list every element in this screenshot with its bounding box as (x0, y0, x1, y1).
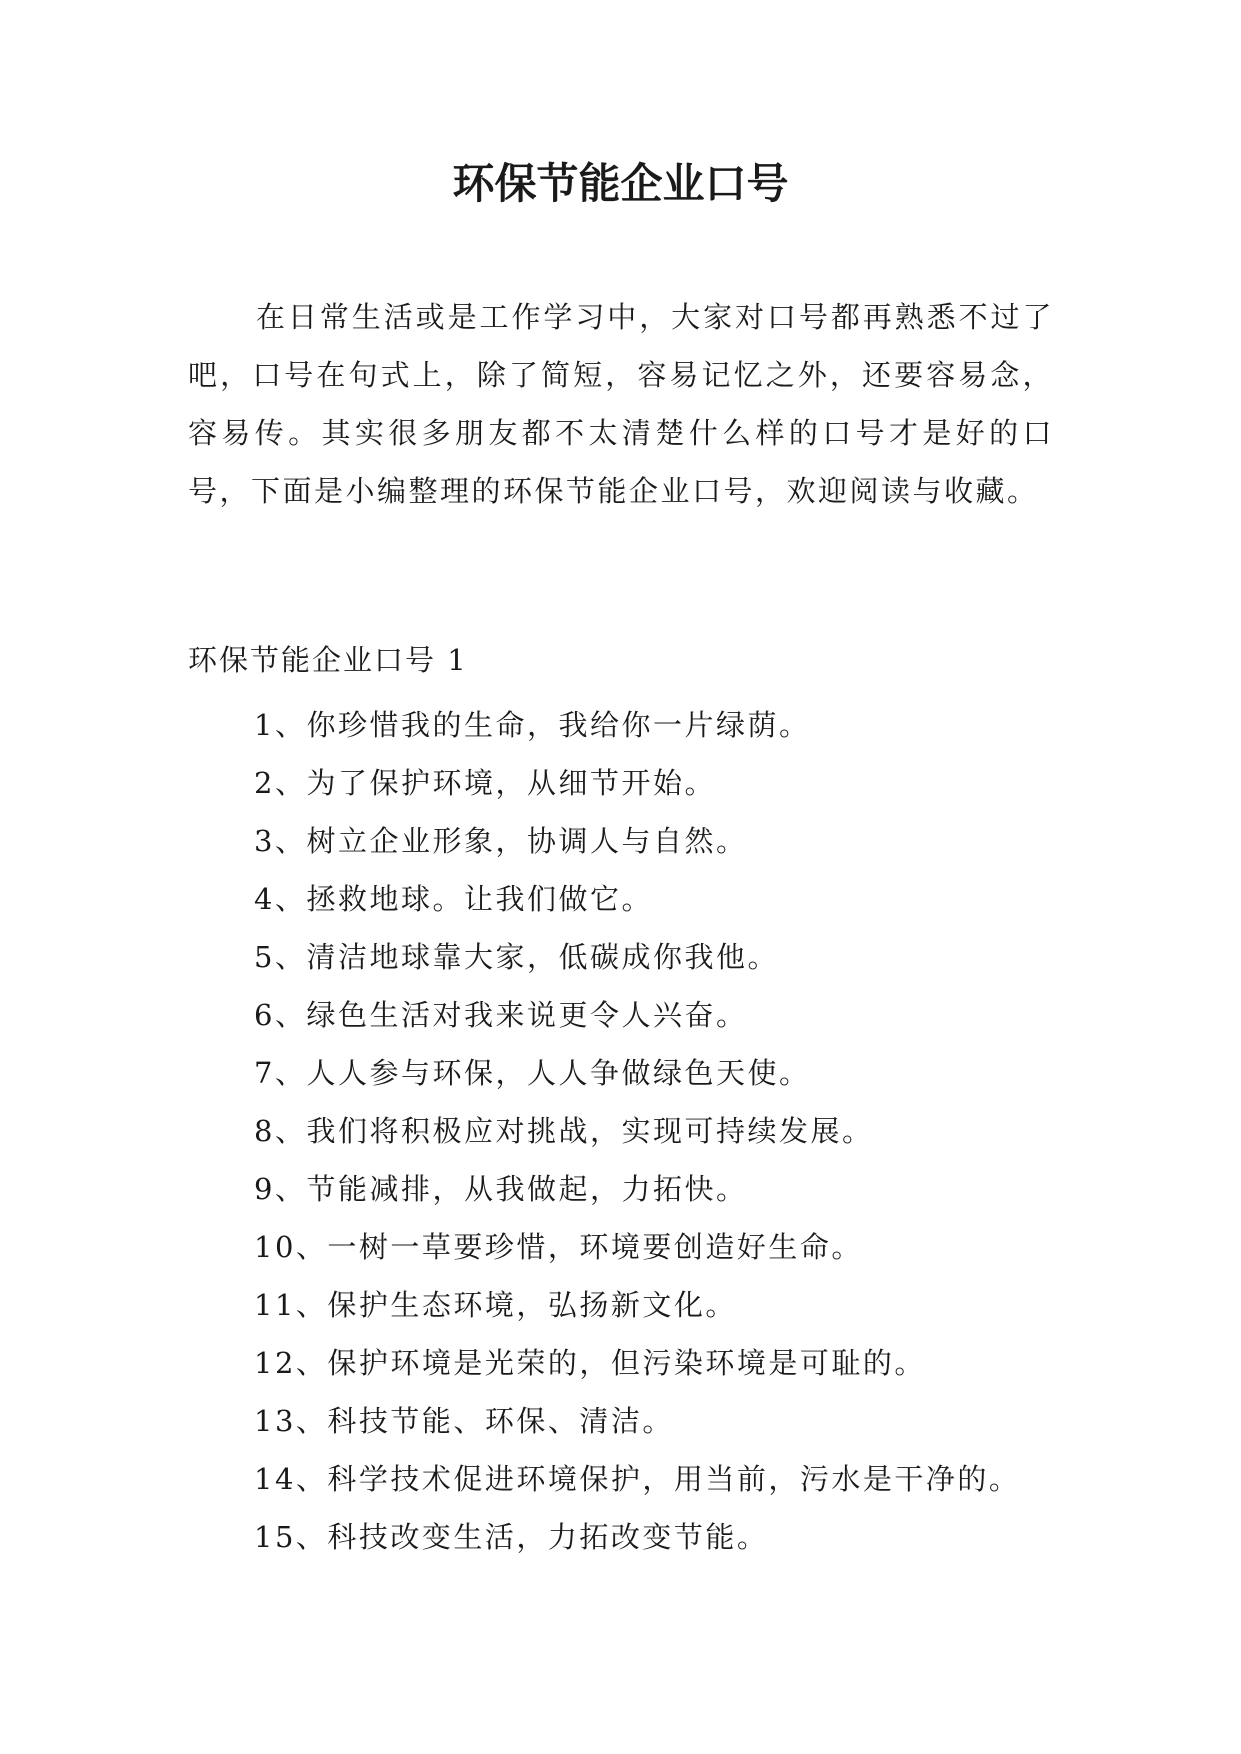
document-title: 环保节能企业口号 (452, 159, 789, 208)
slogan-item: 10、一树一草要珍惜，环境要创造好生命。 (254, 1230, 863, 1264)
slogan-item: 11、保护生态环境，弘扬新文化。 (254, 1288, 737, 1322)
slogan-item: 15、科技改变生活，力拓改变节能。 (254, 1520, 769, 1554)
slogan-item: 2、为了保护环境，从细节开始。 (254, 766, 716, 800)
slogan-list (254, 696, 1154, 1566)
slogan-item: 8、我们将积极应对挑战，实现可持续发展。 (254, 1114, 874, 1148)
slogan-item: 12、保护环境是光荣的，但污染环境是可耻的。 (254, 1346, 926, 1380)
slogan-item: 7、人人参与环保，人人争做绿色天使。 (254, 1056, 811, 1090)
slogan-item: 4、拯救地球。让我们做它。 (254, 882, 653, 916)
section-heading: 环保节能企业口号 1 (188, 643, 468, 677)
slogan-item: 6、绿色生活对我来说更令人兴奋。 (254, 998, 748, 1032)
intro-paragraph: 在日常生活或是工作学习中，大家对口号都再熟悉不过了吧，口号在句式上，除了简短，容易记忆之外，还要容易念，容易传。其实很多朋友都不太清楚什么样的口号才是好的口号，下面是小编整理的环保节能企业口号，欢迎阅读与收藏。 (188, 300, 1054, 508)
slogan-item: 1、你珍惜我的生命，我给你一片绿荫。 (254, 708, 811, 742)
slogan-item: 9、节能减排，从我做起，力拓快。 (254, 1172, 748, 1206)
slogan-item: 3、树立企业形象，协调人与自然。 (254, 824, 748, 858)
slogan-item: 14、科学技术促进环境保护，用当前，污水是干净的。 (254, 1462, 1021, 1496)
slogan-item: 5、清洁地球靠大家，低碳成你我他。 (254, 940, 779, 974)
slogan-item: 13、科技节能、环保、清洁。 (254, 1404, 674, 1438)
